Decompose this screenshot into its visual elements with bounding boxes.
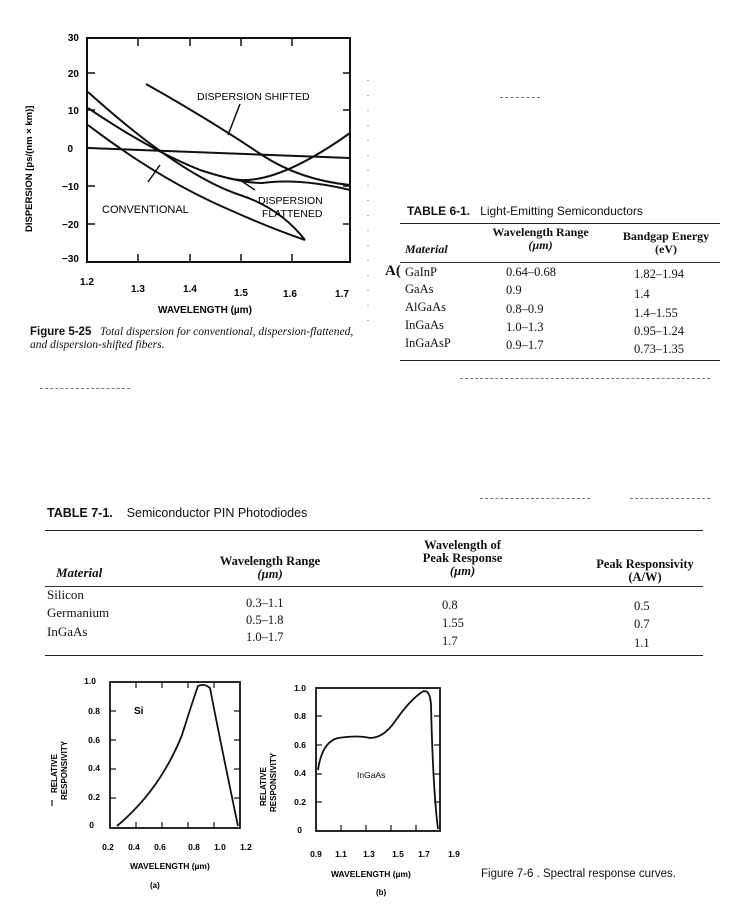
xtick: 1.5 (234, 288, 248, 299)
cell-gap: 1.4 (634, 287, 650, 301)
table-6-1-bottom-rule (400, 360, 720, 361)
table-6-1-header-rule (400, 262, 720, 263)
xtick: 0.6 (154, 842, 166, 852)
ytick: 1.0 (294, 683, 306, 693)
panel-tag: (a) (150, 881, 160, 890)
cell-peak: 1.7 (442, 634, 458, 648)
xtick: 1.2 (80, 277, 94, 288)
xtick: 1.0 (214, 842, 226, 852)
label-dispersion-shifted: DISPERSION SHIFTED (197, 91, 310, 103)
cell-resp: 0.7 (634, 617, 650, 631)
caption-text: Spectral response curves. (543, 868, 676, 880)
table-7-1-header-rule (45, 586, 703, 587)
caption-text: Total dispersion for conventional, dispersion-flattened, and dispersion-shifted fibers. (30, 326, 354, 351)
cell-gap: 1.4–1.55 (634, 306, 678, 320)
scan-speck (500, 97, 540, 98)
xtick: 0.9 (310, 849, 322, 859)
header-peak: Wavelength of Peak Response (µm) (422, 538, 503, 578)
xtick: 1.4 (183, 284, 197, 295)
table-6-1-title (407, 204, 643, 218)
table-6-1-top-rule (400, 223, 720, 224)
cell-range: 0.9–1.7 (506, 338, 544, 352)
scan-speck (630, 498, 710, 499)
cell-gap: 0.95–1.24 (634, 324, 684, 338)
header-range: Wavelength Range (µm) (492, 225, 589, 252)
header-range: Wavelength Range (µm) (219, 554, 321, 581)
caption-label: Figure 5-25 (30, 326, 92, 338)
cell-range: 0.9 (506, 283, 522, 297)
ytick: 0.6 (88, 735, 100, 745)
y-axis-label-1: RELATIVE (50, 754, 59, 793)
header-gap: Bandgap Energy (eV) (622, 229, 710, 256)
ytick: −20 (62, 220, 79, 231)
xtick: 1.2 (240, 842, 252, 852)
cell-material: GaAs (405, 282, 434, 296)
table-7-1-title (47, 506, 307, 520)
cell-range: 0.3–1.1 (246, 596, 284, 610)
cell-material: AlGaAs (405, 300, 446, 314)
cell-material: InGaAsP (405, 336, 451, 350)
header-responsivity: Peak Responsivity (A/W) (596, 557, 694, 584)
label-flattened-2: FLATTENED (262, 208, 323, 220)
table-7-1-top-rule (45, 530, 703, 531)
figure-7-6-caption (481, 867, 691, 881)
curve-label-si: Si (134, 706, 144, 717)
xtick: 1.1 (335, 849, 347, 859)
scan-speck (460, 378, 710, 379)
ytick: 0 (297, 825, 302, 835)
xtick: 1.7 (418, 849, 430, 859)
xtick: 1.5 (392, 849, 404, 859)
xtick: 1.9 (448, 849, 460, 859)
ytick: 0.4 (88, 763, 100, 773)
label-flattened-1: DISPERSION (258, 195, 323, 207)
table-caption: Light-Emitting Semiconductors (480, 204, 643, 218)
table-7-1-bottom-rule (45, 655, 703, 656)
xtick: 1.3 (131, 284, 145, 295)
scan-speck (480, 498, 590, 499)
cell-gap: 1.82–1.94 (634, 267, 684, 281)
cell-range: 0.5–1.8 (246, 613, 284, 627)
cell-range: 0.8–0.9 (506, 302, 544, 316)
curve-ingaas (318, 691, 438, 829)
ytick: 0.2 (88, 792, 100, 802)
xtick: 0.8 (188, 842, 200, 852)
panel-tag: (b) (376, 888, 387, 897)
figure-5-25-plot (0, 20, 380, 330)
x-axis-label: WAVELENGTH (µm) (158, 305, 252, 316)
ytick: 0.2 (294, 797, 306, 807)
xtick: 1.3 (363, 849, 375, 859)
figure-7-6a-plot (20, 670, 280, 900)
ytick: 20 (67, 69, 79, 80)
cell-range: 1.0–1.7 (246, 630, 284, 644)
ytick: 1.0 (84, 676, 96, 686)
cell-resp: 0.5 (634, 599, 650, 613)
xtick: 1.6 (283, 289, 297, 300)
x-axis-label: WAVELENGTH (µm) (331, 869, 411, 879)
x-axis-label: WAVELENGTH (µm) (130, 861, 210, 871)
y-axis-label: DISPERSION [ps/(nm × km)] (24, 105, 35, 232)
cell-gap: 0.73–1.35 (634, 342, 684, 356)
figure-5-25-caption (30, 326, 365, 352)
label-conventional: CONVENTIONAL (102, 204, 189, 216)
curve-label-ingaas: InGaAs (357, 770, 386, 780)
ytick: 30 (67, 33, 79, 44)
ytick: −30 (62, 254, 79, 265)
ytick: −10 (62, 182, 79, 193)
cell-peak: 0.8 (442, 598, 458, 612)
figure-7-6b-plot (255, 670, 480, 900)
caption-label: Figure 7-6 . (481, 868, 540, 880)
table-number: TABLE 7-1. (47, 506, 113, 520)
header-material: Material (405, 242, 448, 256)
y-axis-label-2: RESPONSIVITY (60, 740, 69, 800)
table-number: TABLE 6-1. (407, 204, 471, 218)
y-axis-label-2: RESPONSIVITY (269, 752, 278, 812)
ytick: 0.8 (294, 711, 306, 721)
cell-resp: 1.1 (634, 636, 650, 650)
cell-material: Germanium (47, 605, 110, 620)
ytick: 0.4 (294, 768, 306, 778)
xtick: 1.7 (335, 289, 349, 300)
ytick: 0.8 (88, 706, 100, 716)
xtick: 0.4 (128, 842, 140, 852)
cell-material: InGaAs (47, 624, 88, 639)
scan-speck (40, 388, 130, 389)
cell-material: Silicon (47, 587, 84, 602)
cell-peak: 1.55 (442, 616, 464, 630)
y-axis-label-1: RELATIVE (259, 767, 268, 806)
margin-mark: A( (385, 263, 401, 279)
ytick: 0 (67, 144, 73, 155)
header-material: Material (56, 565, 103, 580)
cell-material: InGaAs (405, 318, 444, 332)
ytick: 10 (67, 106, 79, 117)
ytick: 0 (89, 820, 94, 830)
cell-range: 1.0–1.3 (506, 320, 544, 334)
cell-material: GaInP (405, 265, 437, 279)
cell-range: 0.64–0.68 (506, 265, 556, 279)
table-caption: Semiconductor PIN Photodiodes (126, 506, 308, 520)
xtick: 0.2 (102, 842, 114, 852)
ytick: 0.6 (294, 740, 306, 750)
